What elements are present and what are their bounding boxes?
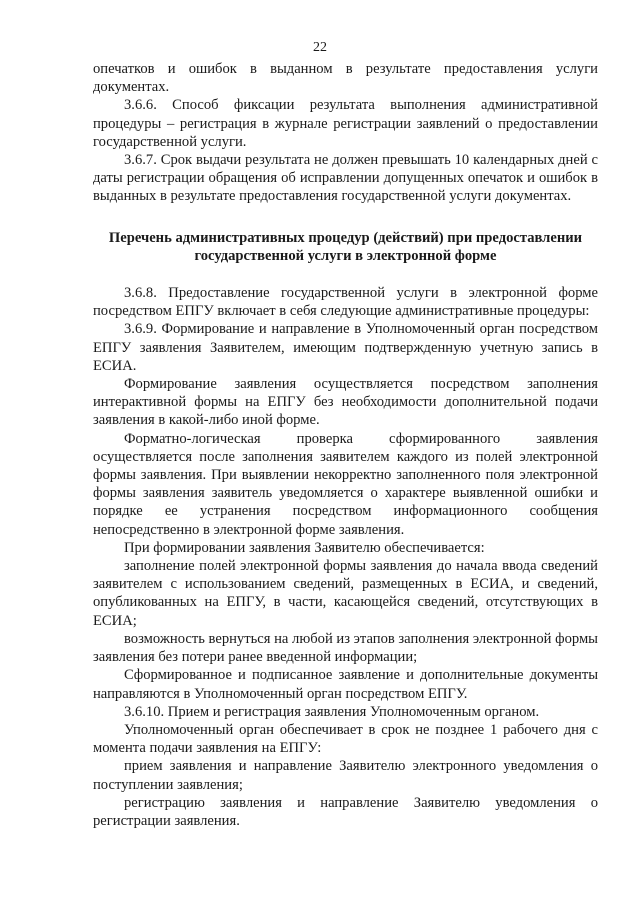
paragraph: 3.6.7. Срок выдачи результата не должен превышать 10 календарных дней с даты регистрации обращения об исправлении допущенных опечаток и ошибок в выданных в результате предоставления государственной услуги документах.	[93, 152, 598, 205]
paragraph: опечатков и ошибок в выданном в результате предоставления услуги документах.	[93, 61, 598, 96]
paragraph: возможность вернуться на любой из этапов заполнения электронной формы заявления без потери ранее введенной информации;	[93, 630, 598, 666]
section-heading: Перечень административных процедур (действий) при предоставлении государственной услуги в электронной форме	[108, 229, 583, 264]
document-body	[93, 60, 598, 830]
paragraph: 3.6.8. Предоставление государственной услуги в электронной форме посредством ЕПГУ включает в себя следующие административные процедуры:	[93, 285, 598, 320]
paragraph: заполнение полей электронной формы заявления до начала ввода сведений заявителем с использованием сведений, размещенных в ЕСИА, и сведений, опубликованных на ЕПГУ, в части, касающейся сведений, отсутствующих в ЕСИА;	[93, 558, 598, 629]
bottom-paragraphs	[93, 284, 598, 830]
paragraph: 3.6.6. Способ фиксации результата выполнения административной процедуры – регистрация в журнале регистрации заявлений о предоставлении государственной услуги.	[93, 97, 598, 150]
paragraph: 3.6.9. Формирование и направление в Уполномоченный орган посредством ЕПГУ заявления Заявителем, имеющим подтвержденную учетную запись в ЕСИА.	[93, 321, 598, 374]
paragraph: При формировании заявления Заявителю обеспечивается:	[124, 539, 485, 556]
paragraph: 3.6.10. Прием и регистрация заявления Уполномоченным органом.	[124, 703, 540, 720]
paragraph: Сформированное и подписанное заявление и дополнительные документы направляются в Уполномоченный орган посредством ЕПГУ.	[93, 667, 598, 702]
page-number: 22	[313, 40, 327, 55]
paragraph: прием заявления и направление Заявителю электронного уведомления о поступлении заявления;	[93, 758, 598, 793]
paragraph: Уполномоченный орган обеспечивает в срок не позднее 1 рабочего дня с момента подачи заявления на ЕПГУ:	[93, 721, 598, 757]
paragraph: регистрацию заявления и направление Заявителю уведомления о регистрации заявления.	[93, 794, 598, 829]
top-paragraphs	[93, 60, 598, 206]
paragraph: Форматно-логическая проверка сформированного заявления осуществляется после заполнения заявителем каждого из полей электронной формы заявления. При выявлении некорректно заполненного поля электронной формы заявления заявитель уведомляется о характере выявленной ошибки и порядке ее устранения посредством информационного сообщения непосредственно в электронной форме заявления.	[93, 430, 598, 538]
paragraph: Формирование заявления осуществляется посредством заполнения интерактивной формы на ЕПГУ без необходимости дополнительной подачи заявления в какой-либо иной форме.	[93, 376, 598, 429]
